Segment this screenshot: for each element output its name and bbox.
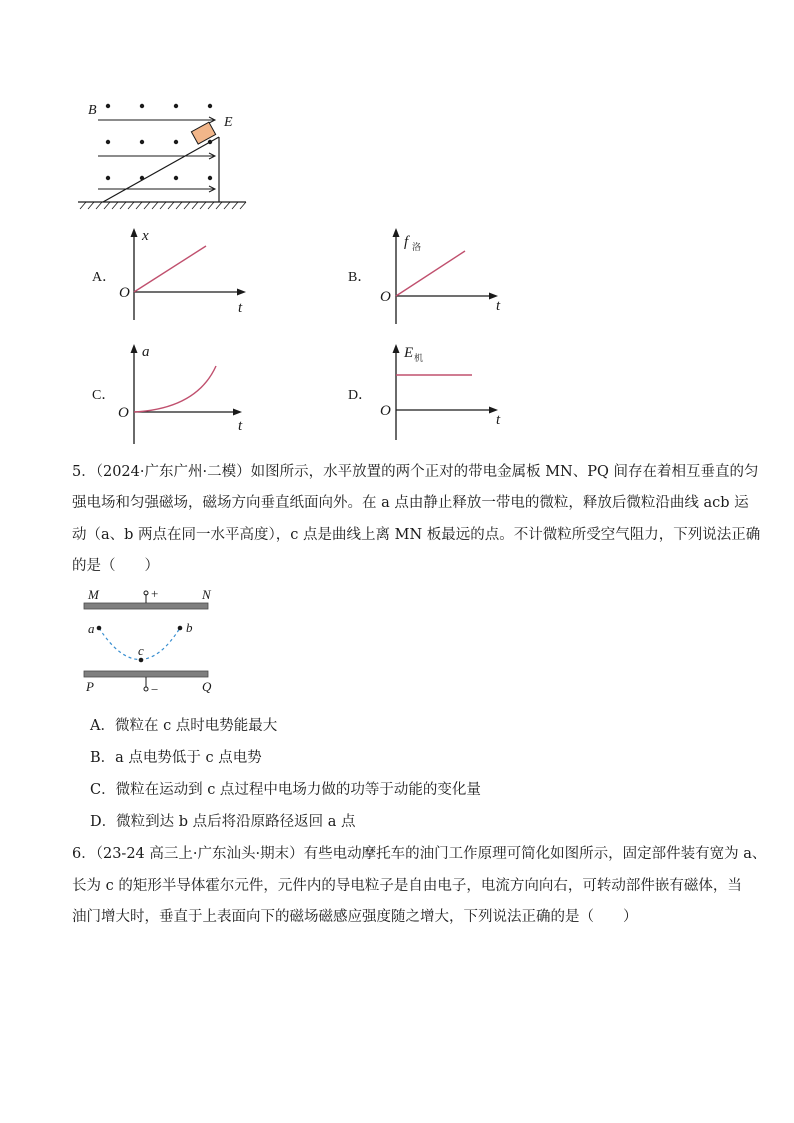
- plates-figure: [80, 586, 220, 698]
- graph-c-curve: [134, 366, 216, 412]
- label-N: N: [202, 587, 211, 602]
- q5-line-2: 强电场和匀强磁场，磁场方向垂直纸面向外。在 a 点由静止释放一带电的微粒，释放后微粒沿曲线 acb 运: [72, 495, 749, 511]
- label-c: c: [138, 643, 144, 658]
- incline-field-figure: [78, 92, 248, 217]
- point-b: [178, 626, 183, 631]
- label-E: E: [224, 115, 233, 130]
- graph-a-origin: O: [119, 285, 130, 301]
- incline: [103, 137, 219, 202]
- graph-a-curve: [134, 246, 206, 292]
- label-P: P: [86, 679, 94, 694]
- field-dots: [106, 104, 212, 180]
- q5-option-a[interactable]: A．微粒在 c 点时电势能最大: [90, 718, 278, 734]
- graph-b: [374, 226, 514, 326]
- label-b: b: [186, 620, 193, 635]
- q6-line-3: 油门增大时，垂直于上表面向下的磁场磁感应强度随之增大，下列说法正确的是（ ）: [72, 909, 638, 925]
- graph-a-x-label: t: [238, 300, 243, 316]
- option-a-label[interactable]: A．: [92, 270, 117, 285]
- graph-d-y-label: E: [404, 345, 414, 361]
- q5-option-c[interactable]: C．微粒在运动到 c 点过程中电场力做的功等于动能的变化量: [90, 782, 481, 798]
- graph-c-x-label: t: [238, 418, 243, 434]
- minus-sign: −: [151, 682, 159, 697]
- point-a: [97, 626, 102, 631]
- option-b-label[interactable]: B．: [348, 270, 372, 285]
- graph-b-y-label: f: [404, 234, 409, 250]
- q5-line-3: 动（a、b 两点在同一水平高度），c 点是曲线上离 MN 板最远的点。不计微粒所受空气阻力，下列说法正确: [72, 527, 761, 543]
- graph-d-x-label: t: [496, 412, 501, 428]
- label-a: a: [88, 621, 95, 636]
- graph-b-x-label: t: [496, 298, 501, 314]
- graph-c-y-label: a: [142, 344, 150, 360]
- ground-hatch: [80, 202, 246, 209]
- q5-option-b[interactable]: B．a 点电势低于 c 点电势: [90, 750, 262, 766]
- plate-mn: [84, 603, 208, 609]
- graph-b-curve: [396, 251, 465, 296]
- graph-a: [112, 226, 252, 326]
- option-c-label[interactable]: C．: [92, 388, 116, 403]
- q5-line-1: 5．（2024·广东广州·二模）如图所示，水平放置的两个正对的带电金属板 MN、PQ 间存在着相互垂直的匀: [72, 464, 759, 480]
- q5-line-4: 的是（ ）: [72, 558, 159, 574]
- option-d-label[interactable]: D．: [348, 388, 373, 403]
- graph-c-origin: O: [118, 405, 129, 421]
- plate-pq: [84, 671, 208, 677]
- graph-d-origin: O: [380, 403, 391, 419]
- label-Q: Q: [202, 679, 212, 694]
- graph-b-y-sub: 洛: [412, 242, 422, 252]
- label-M: M: [88, 587, 99, 602]
- graph-b-origin: O: [380, 289, 391, 305]
- q6-line-1: 6．（23-24 高三上·广东汕头·期末）有些电动摩托车的油门工作原理可简化如图所示，固定部件装有宽为 a、: [72, 846, 767, 862]
- point-c: [139, 658, 144, 663]
- graph-d-y-sub: 机: [414, 353, 424, 363]
- graph-d: [374, 342, 514, 442]
- plus-sign: +: [151, 586, 159, 601]
- graph-a-y-label: x: [142, 228, 149, 244]
- q5-option-d[interactable]: D．微粒到达 b 点后将沿原路径返回 a 点: [90, 814, 356, 830]
- q6-line-2: 长为 c 的矩形半导体霍尔元件，元件内的导电粒子是自由电子，电流方向向右，可转动部件嵌有磁体，当: [72, 878, 742, 894]
- label-B: B: [88, 103, 97, 118]
- graph-c: [112, 342, 252, 446]
